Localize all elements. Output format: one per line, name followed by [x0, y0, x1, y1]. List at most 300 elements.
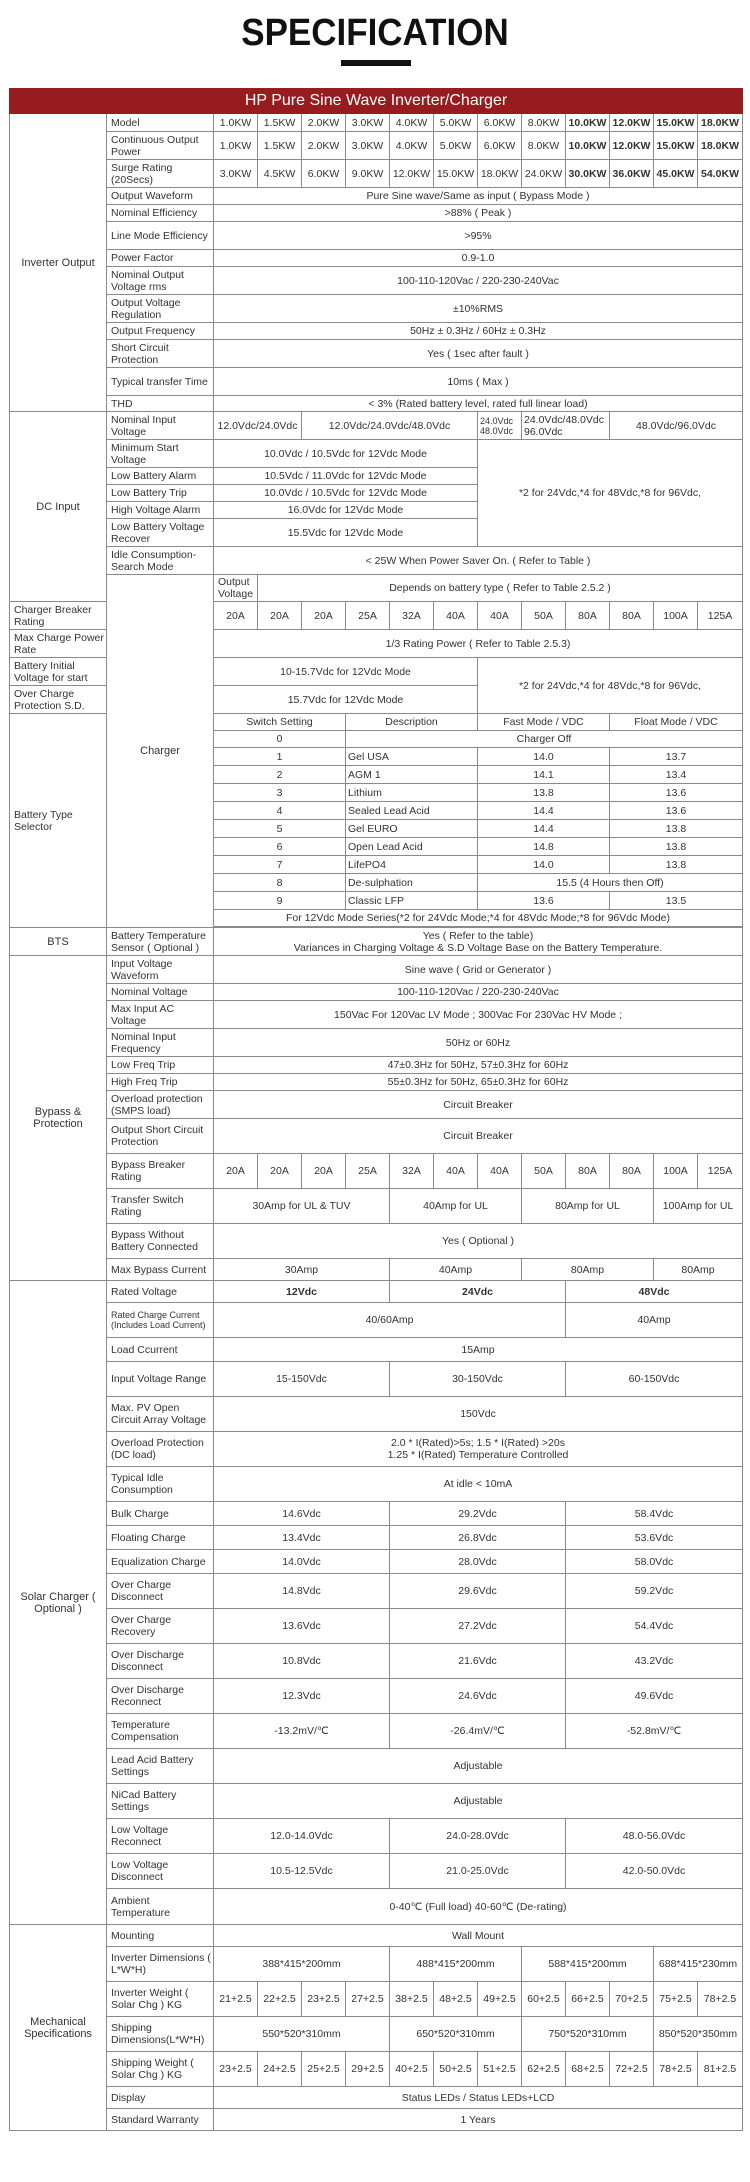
cell: 100-110-120Vac / 220-230-240Vac: [214, 267, 743, 295]
cell: 5.0KW: [434, 132, 478, 160]
row-label: Overload Protection (DC load): [107, 1432, 214, 1467]
cell: 32A: [390, 1154, 434, 1189]
cell: Charger Off: [346, 731, 743, 748]
cell: 25A: [346, 1154, 390, 1189]
cell: 3.0KW: [346, 114, 390, 132]
cell: 55±0.3Hz for 50Hz, 65±0.3Hz for 60Hz: [214, 1074, 743, 1091]
cell: < 3% (Rated battery level, rated full linear load): [214, 396, 743, 412]
cell: 20A: [214, 1154, 258, 1189]
table-row: [10, 1259, 743, 1281]
row-label: Max Input AC Voltage: [107, 1001, 214, 1029]
row-label: Over Charge Protection S.D.: [10, 686, 107, 714]
row-label: Input Voltage Range: [107, 1362, 214, 1397]
column-header: Fast Mode / VDC: [478, 714, 610, 731]
cell: 75+2.5: [654, 1982, 698, 2017]
cell: 23+2.5: [302, 1982, 346, 2017]
cell: 30-150Vdc: [390, 1362, 566, 1397]
cell: 388*415*200mm: [214, 1947, 390, 1982]
row-label: Continuous Output Power: [107, 132, 214, 160]
row-label: Nominal Efficiency: [107, 205, 214, 222]
cell: 49.6Vdc: [566, 1679, 743, 1714]
cell: 21+2.5: [214, 1982, 258, 2017]
cell: 150Vdc: [214, 1397, 743, 1432]
cell: 13.8: [610, 856, 743, 874]
cell: 80Amp: [654, 1259, 743, 1281]
cell: Gel EURO: [346, 820, 478, 838]
table-row: [10, 2017, 743, 2052]
row-label: Bypass Breaker Rating: [107, 1154, 214, 1189]
table-row: [10, 267, 743, 295]
cell: 58.0Vdc: [566, 1550, 743, 1574]
cell: [214, 928, 743, 956]
cell: 1/3 Rating Power ( Refer to Table 2.5.3): [214, 630, 743, 658]
row-label: Output Waveform: [107, 188, 214, 205]
row-label: Low Freq Trip: [107, 1057, 214, 1074]
cell: 750*520*310mm: [522, 2017, 654, 2052]
cell: 49+2.5: [478, 1982, 522, 2017]
cell: 32A: [390, 602, 434, 630]
cell: 43.2Vdc: [566, 1644, 743, 1679]
cell: 13.5: [610, 892, 743, 910]
row-label: Battery Initial Voltage for start: [10, 658, 107, 686]
cell: 15.0KW: [434, 160, 478, 188]
cell: 550*520*310mm: [214, 2017, 390, 2052]
row-label: Transfer Switch Rating: [107, 1189, 214, 1224]
row-label: Nominal Input Frequency: [107, 1029, 214, 1057]
table-row: [10, 956, 743, 984]
table-row: [10, 1854, 743, 1889]
cell: 14.0: [478, 856, 610, 874]
row-label: Standard Warranty: [107, 2109, 214, 2131]
cell: 14.8Vdc: [214, 1574, 390, 1609]
row-label: Output Voltage Regulation: [107, 295, 214, 323]
cell: 15-150Vdc: [214, 1362, 390, 1397]
cell: 10.5Vdc / 11.0Vdc for 12Vdc Mode: [214, 468, 478, 485]
cell: 29+2.5: [346, 2052, 390, 2087]
cell: 30Amp for UL & TUV: [214, 1189, 390, 1224]
row-label: Load Ccurrent: [107, 1338, 214, 1362]
cell: 13.6: [478, 892, 610, 910]
row-label: Low Battery Alarm: [107, 468, 214, 485]
cell: -13.2mV/℃: [214, 1714, 390, 1749]
cell: 488*415*200mm: [390, 1947, 522, 1982]
cell: De-sulphation: [346, 874, 478, 892]
row-label: Rated Voltage: [107, 1281, 214, 1303]
row-label: Typical Idle Consumption: [107, 1467, 214, 1502]
cell: 8: [214, 874, 346, 892]
cell: Yes ( 1sec after fault ): [214, 340, 743, 368]
category-solar-charger: Solar Charger ( Optional ): [10, 1281, 107, 1925]
table-header-row: [10, 89, 743, 114]
cell: 18.0KW: [478, 160, 522, 188]
cell: 100Amp for UL: [654, 1189, 743, 1224]
table-row: [10, 1889, 743, 1925]
overload-line-2: 1.25 * I(Rated) Temperature Controlled: [387, 1449, 569, 1461]
table-row: [10, 1303, 743, 1338]
cell: 13.6Vdc: [214, 1609, 390, 1644]
row-label: Low Battery Voltage Recover: [107, 519, 214, 547]
cell: 27+2.5: [346, 1982, 390, 2017]
cell: 14.4: [478, 802, 610, 820]
cell: 0-40℃ (Full load) 40-60℃ (De-rating): [214, 1889, 743, 1925]
cell: At idle < 10mA: [214, 1467, 743, 1502]
cell: 80A: [566, 1154, 610, 1189]
cell: 13.4Vdc: [214, 1526, 390, 1550]
cell: 24.0KW: [522, 160, 566, 188]
row-label: Ambient Temperature: [107, 1889, 214, 1925]
table-row: [10, 1467, 743, 1502]
cell: 40Amp: [566, 1303, 743, 1338]
cell: 688*415*230mm: [654, 1947, 743, 1982]
row-label: Max Charge Power Rate: [10, 630, 107, 658]
table-row: [10, 1362, 743, 1397]
cell: 2.0KW: [302, 114, 346, 132]
cell: 10.5-12.5Vdc: [214, 1854, 390, 1889]
row-label: Low Voltage Disconnect: [107, 1854, 214, 1889]
cell: -52.8mV/℃: [566, 1714, 743, 1749]
bts-line-2: Variances in Charging Voltage & S.D Voltage Base on the Battery Temperature.: [293, 941, 663, 954]
cell: 8.0KW: [522, 114, 566, 132]
row-label: Shipping Dimensions(L*W*H): [107, 2017, 214, 2052]
cell: 20A: [258, 602, 302, 630]
cell: 38+2.5: [390, 1982, 434, 2017]
cell: 7: [214, 856, 346, 874]
table-row: [10, 1982, 743, 2017]
cell: 10-15.7Vdc for 12Vdc Mode: [214, 658, 478, 686]
cell: 14.4: [478, 820, 610, 838]
cell: 3: [214, 784, 346, 802]
table-row: [10, 1609, 743, 1644]
cell: 13.7: [610, 748, 743, 766]
table-row: [10, 1526, 743, 1550]
cell: 0: [214, 731, 346, 748]
category-bypass: Bypass & Protection: [10, 956, 107, 1281]
row-label: Max Bypass Current: [107, 1259, 214, 1281]
cell: 24+2.5: [258, 2052, 302, 2087]
table-row: [10, 2109, 743, 2131]
cell: 72+2.5: [610, 2052, 654, 2087]
table-row: [10, 1749, 743, 1784]
cell: 28.0Vdc: [390, 1550, 566, 1574]
cell: 12.0KW: [390, 160, 434, 188]
cell: 80A: [610, 1154, 654, 1189]
cell: 8.0KW: [522, 132, 566, 160]
row-label: Max. PV Open Circuit Array Voltage: [107, 1397, 214, 1432]
cell: Circuit Breaker: [214, 1119, 743, 1154]
cell: 1.0KW: [214, 132, 258, 160]
cell: 9: [214, 892, 346, 910]
table-row: [10, 1550, 743, 1574]
table-row: [10, 160, 743, 188]
cell: Open Lead Acid: [346, 838, 478, 856]
page-title: SPECIFICATION: [241, 12, 509, 54]
cell: 25+2.5: [302, 2052, 346, 2087]
row-label: Typical transfer Time: [107, 368, 214, 396]
row-label: Floating Charge: [107, 1526, 214, 1550]
table-row: [10, 323, 743, 340]
cell: 24.0Vdc/48.0Vdc 96.0Vdc: [522, 412, 610, 440]
row-label: Bulk Charge: [107, 1502, 214, 1526]
cell: 40Amp for UL: [390, 1189, 522, 1224]
table-row: [10, 1714, 743, 1749]
cell: 5: [214, 820, 346, 838]
row-label: Over Discharge Disconnect: [107, 1644, 214, 1679]
row-label: Battery Type Selector: [10, 714, 107, 928]
cell: 60-150Vdc: [566, 1362, 743, 1397]
multiplier-note: *2 for 24Vdc,*4 for 48Vdc,*8 for 96Vdc,: [478, 658, 743, 714]
row-label: Charger Breaker Rating: [10, 602, 107, 630]
cell: 6.0KW: [302, 160, 346, 188]
cell: 10.8Vdc: [214, 1644, 390, 1679]
cell: 81+2.5: [698, 2052, 743, 2087]
title-underline: [341, 60, 411, 66]
cell: 14.0: [478, 748, 610, 766]
cell: 13.6: [610, 784, 743, 802]
cell: >95%: [214, 222, 743, 250]
cell: Pure Sine wave/Same as input ( Bypass Mode ): [214, 188, 743, 205]
cell: 40A: [434, 602, 478, 630]
row-label: Idle Consumption-Search Mode: [107, 547, 214, 575]
table-row: [10, 575, 743, 602]
cell: 6: [214, 838, 346, 856]
table-row: [10, 547, 743, 575]
cell: 6.0KW: [478, 114, 522, 132]
table-row: [10, 396, 743, 412]
table-row: [10, 1029, 743, 1057]
cell: 15.5Vdc for 12Vdc Mode: [214, 519, 478, 547]
table-row: [10, 1154, 743, 1189]
cell: 20A: [302, 1154, 346, 1189]
row-label: Over Charge Disconnect: [107, 1574, 214, 1609]
cell: 100A: [654, 602, 698, 630]
cell: 42.0-50.0Vdc: [566, 1854, 743, 1889]
cell: 850*520*350mm: [654, 2017, 743, 2052]
cell: 650*520*310mm: [390, 2017, 522, 2052]
table-row: [10, 1925, 743, 1947]
cell: 20A: [258, 1154, 302, 1189]
cell: 15.0KW: [654, 132, 698, 160]
cell: 14.6Vdc: [214, 1502, 390, 1526]
cell: Lithium: [346, 784, 478, 802]
table-row: [10, 928, 743, 956]
cell: 45.0KW: [654, 160, 698, 188]
cell: 3.0KW: [214, 160, 258, 188]
cell: 60+2.5: [522, 1982, 566, 2017]
cell: ±10%RMS: [214, 295, 743, 323]
cell: 18.0KW: [698, 114, 743, 132]
cell: 4.5KW: [258, 160, 302, 188]
cell: 14.0Vdc: [214, 1550, 390, 1574]
table-row: [10, 188, 743, 205]
cell: 29.6Vdc: [390, 1574, 566, 1609]
cell: 3.0KW: [346, 132, 390, 160]
cell: 9.0KW: [346, 160, 390, 188]
cell: 48.0-56.0Vdc: [566, 1819, 743, 1854]
bts-line-1: Yes ( Refer to the table): [422, 929, 534, 942]
row-label: Low Voltage Reconnect: [107, 1819, 214, 1854]
cell: 4.0KW: [390, 114, 434, 132]
cell: 2: [214, 766, 346, 784]
cell: 40+2.5: [390, 2052, 434, 2087]
table-row: [10, 132, 743, 160]
table-row: [10, 250, 743, 267]
row-label: Mounting: [107, 1925, 214, 1947]
row-label: Temperature Compensation: [107, 1714, 214, 1749]
cell: Gel USA: [346, 748, 478, 766]
cell: 50A: [522, 602, 566, 630]
table-row: [10, 1224, 743, 1259]
cell: 125A: [698, 1154, 743, 1189]
cell: 14.8: [478, 838, 610, 856]
cell: Sealed Lead Acid: [346, 802, 478, 820]
cell: 40Amp: [390, 1259, 522, 1281]
cell: 100-110-120Vac / 220-230-240Vac: [214, 984, 743, 1001]
cell: 13.6: [610, 802, 743, 820]
cell: Sine wave ( Grid or Generator ): [214, 956, 743, 984]
cell: 10.0Vdc / 10.5Vdc for 12Vdc Mode: [214, 485, 478, 502]
cell: LifePO4: [346, 856, 478, 874]
row-label: Nominal Voltage: [107, 984, 214, 1001]
cell: 6.0KW: [478, 132, 522, 160]
cell: 20A: [302, 602, 346, 630]
table-row: [10, 1397, 743, 1432]
cell: 27.2Vdc: [390, 1609, 566, 1644]
row-label: Output Frequency: [107, 323, 214, 340]
cell: Circuit Breaker: [214, 1091, 743, 1119]
cell: 24Vdc: [390, 1281, 566, 1303]
cell: [214, 1432, 743, 1467]
table-row: [10, 205, 743, 222]
cell: 1.5KW: [258, 132, 302, 160]
cell: 48Vdc: [566, 1281, 743, 1303]
category-bts: BTS: [10, 928, 107, 956]
cell: 125A: [698, 602, 743, 630]
row-label: NiCad Battery Settings: [107, 1784, 214, 1819]
cell: 1.0KW: [214, 114, 258, 132]
row-label: High Freq Trip: [107, 1074, 214, 1091]
cell: 30Amp: [214, 1259, 390, 1281]
table-row: [10, 1784, 743, 1819]
cell: 0.9-1.0: [214, 250, 743, 267]
cell: -26.4mV/℃: [390, 1714, 566, 1749]
cell: 24.6Vdc: [390, 1679, 566, 1714]
cell: 58.4Vdc: [566, 1502, 743, 1526]
cell: 13.4: [610, 766, 743, 784]
cell: >88% ( Peak ): [214, 205, 743, 222]
table-row: [10, 1057, 743, 1074]
row-label: Output Short Circuit Protection: [107, 1119, 214, 1154]
cell: 59.2Vdc: [566, 1574, 743, 1609]
cell: 16.0Vdc for 12Vdc Mode: [214, 502, 478, 519]
cell: 10ms ( Max ): [214, 368, 743, 396]
spec-table: [9, 88, 743, 2131]
cell: 2.0KW: [302, 132, 346, 160]
cell: 13.8: [610, 838, 743, 856]
category-mechanical: Mechanical Specifications: [10, 1925, 107, 2131]
row-label: Display: [107, 2087, 214, 2109]
cell: Adjustable: [214, 1749, 743, 1784]
table-row: [10, 1432, 743, 1467]
row-label: Lead Acid Battery Settings: [107, 1749, 214, 1784]
cell: 22+2.5: [258, 1982, 302, 2017]
cell: 150Vac For 120Vac LV Mode ; 300Vac For 230Vac HV Mode ;: [214, 1001, 743, 1029]
table-row: [10, 368, 743, 396]
row-label: Equalization Charge: [107, 1550, 214, 1574]
category-charger: Charger: [107, 575, 214, 928]
cell: Status LEDs / Status LEDs+LCD: [214, 2087, 743, 2109]
row-label: Low Battery Trip: [107, 485, 214, 502]
table-row: [10, 114, 743, 132]
row-label: Battery Temperature Sensor ( Optional ): [107, 928, 214, 956]
cell: 51+2.5: [478, 2052, 522, 2087]
cell: 48.0Vdc/96.0Vdc: [610, 412, 743, 440]
cell: Adjustable: [214, 1784, 743, 1819]
cell: 26.8Vdc: [390, 1526, 566, 1550]
cell: 80A: [610, 602, 654, 630]
cell: 15.0KW: [654, 114, 698, 132]
table-row: [10, 1074, 743, 1091]
cell: 4: [214, 802, 346, 820]
table-row: [10, 412, 743, 440]
table-row: [10, 1502, 743, 1526]
table-row: [10, 1644, 743, 1679]
cell: 12.0Vdc/24.0Vdc/48.0Vdc: [302, 412, 478, 440]
row-label: Nominal Input Voltage: [107, 412, 214, 440]
cell: 25A: [346, 602, 390, 630]
cell: 23+2.5: [214, 2052, 258, 2087]
table-row: [10, 440, 743, 468]
row-label: THD: [107, 396, 214, 412]
table-row: [10, 1189, 743, 1224]
cell: 1: [214, 748, 346, 766]
cell: 12Vdc: [214, 1281, 390, 1303]
row-label: Input Voltage Waveform: [107, 956, 214, 984]
cell: 36.0KW: [610, 160, 654, 188]
table-row: [10, 340, 743, 368]
cell: 78+2.5: [654, 2052, 698, 2087]
cell: 588*415*200mm: [522, 1947, 654, 1982]
cell: 54.0KW: [698, 160, 743, 188]
cell: 14.1: [478, 766, 610, 784]
cell: 12.0Vdc/24.0Vdc: [214, 412, 302, 440]
cell: 24.0Vdc 48.0Vdc: [478, 412, 522, 440]
row-label: Nominal Output Voltage rms: [107, 267, 214, 295]
category-inverter-output: Inverter Output: [10, 114, 107, 412]
cell: 12.0-14.0Vdc: [214, 1819, 390, 1854]
multiplier-note: *2 for 24Vdc,*4 for 48Vdc,*8 for 96Vdc,: [478, 440, 743, 547]
cell: 78+2.5: [698, 1982, 743, 2017]
cell: Classic LFP: [346, 892, 478, 910]
cell: 50Hz ± 0.3Hz / 60Hz ± 0.3Hz: [214, 323, 743, 340]
row-label: High Voltage Alarm: [107, 502, 214, 519]
cell: 15.7Vdc for 12Vdc Mode: [214, 686, 478, 714]
cell: 10.0KW: [566, 132, 610, 160]
table-row: [10, 1947, 743, 1982]
row-label: Over Discharge Reconnect: [107, 1679, 214, 1714]
overload-line-1: 2.0 * I(Rated)>5s; 1.5 * I(Rated) >20s: [391, 1437, 565, 1449]
cell: 54.4Vdc: [566, 1609, 743, 1644]
cell: AGM 1: [346, 766, 478, 784]
row-label: Inverter Dimensions ( L*W*H): [107, 1947, 214, 1982]
row-label: Shipping Weight ( Solar Chg ) KG: [107, 2052, 214, 2087]
row-label: Over Charge Recovery: [107, 1609, 214, 1644]
cell: 80A: [566, 602, 610, 630]
cell: 50+2.5: [434, 2052, 478, 2087]
cell: 29.2Vdc: [390, 1502, 566, 1526]
row-label: Rated Charge Current (Includes Load Current): [107, 1303, 214, 1338]
row-label: Inverter Weight ( Solar Chg ) KG: [107, 1982, 214, 2017]
cell: 47±0.3Hz for 50Hz, 57±0.3Hz for 60Hz: [214, 1057, 743, 1074]
